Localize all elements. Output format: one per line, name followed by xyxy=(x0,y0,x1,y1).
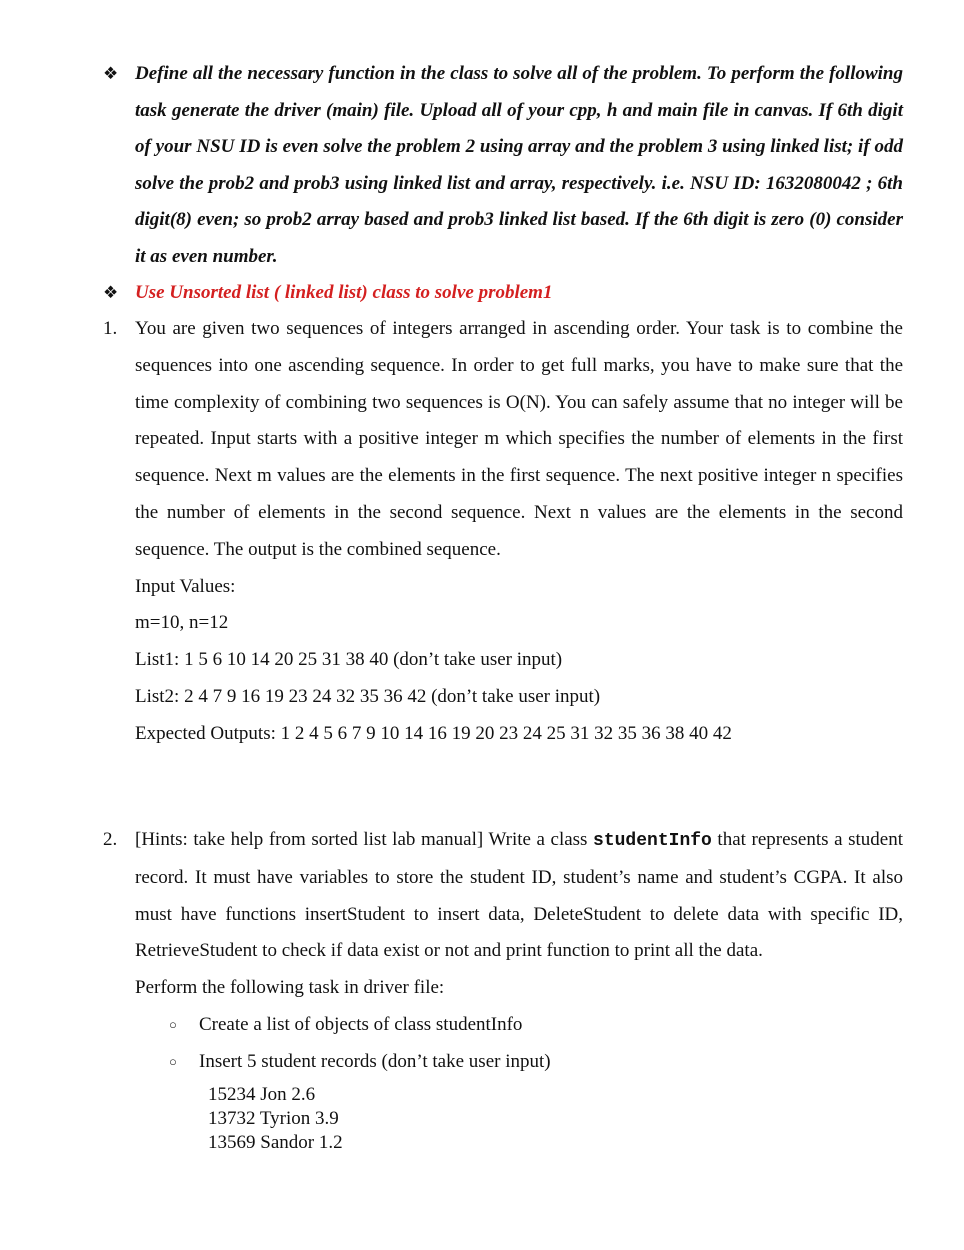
student-records xyxy=(208,1083,903,1155)
input-values-label: Input Values: xyxy=(135,575,236,597)
instruction-text-2: Use Unsorted list ( linked list) class to solve problem1 xyxy=(135,282,553,303)
instruction-bullet-1 xyxy=(103,56,903,275)
class-name-code: studentInfo xyxy=(593,831,712,851)
circle-bullet-icon: ○ xyxy=(169,1016,177,1032)
task-text: Create a list of objects of class studentInfo xyxy=(199,1013,523,1035)
list2-values: List2: 2 4 7 9 16 19 23 24 32 35 36 42 (don’t take user input) xyxy=(135,685,601,707)
problem-1 xyxy=(103,311,903,753)
task-item xyxy=(169,1044,903,1081)
problem-2-text-start: [Hints: take help from sorted list lab manual] Write a class xyxy=(135,829,594,850)
problem-number: 1. xyxy=(103,318,118,339)
problem-number: 2. xyxy=(103,829,118,850)
input-sizes: m=10, n=12 xyxy=(135,612,229,634)
student-record: 13732 Tyrion 3.9 xyxy=(208,1107,339,1129)
diamond-bullet-icon: ❖ xyxy=(103,64,119,83)
task-text: Insert 5 student records (don’t take user input) xyxy=(199,1050,551,1072)
driver-task-label: Perform the following task in driver file: xyxy=(135,977,445,999)
student-record: 15234 Jon 2.6 xyxy=(208,1083,316,1105)
task-item xyxy=(169,1007,903,1044)
diamond-bullet-icon: ❖ xyxy=(103,283,119,302)
student-record: 13569 Sandor 1.2 xyxy=(208,1131,343,1153)
instruction-text-1: Define all the necessary function in the class to solve all of the problem. To perform the following task generate the driver (main) file. Upload all of your cpp, h and main file in canvas. If 6th digit of your NSU ID is even solve the problem 2 using array and the problem 3 using linked list; if odd solve the prob2 and prob3 using linked list and array, respectively. i.e. NSU ID: 1632080042 ; 6th digit(8) even; so prob2 array based and prob3 linked list based. If the 6th digit is zero (0) consider it as even number. xyxy=(135,63,903,267)
problem-2 xyxy=(103,822,903,1155)
problem-2-description xyxy=(135,822,903,970)
list1-values: List1: 1 5 6 10 14 20 25 31 38 40 (don’t take user input) xyxy=(135,649,563,671)
problem-1-description: You are given two sequences of integers arranged in ascending order. Your task is to combine the sequences into one ascending sequence. In order to get full marks, you have to make sure that the time complexity of combining two sequences is O(N). You can safely assume that no integer will be repeated. Input starts with a positive integer m which specifies the number of elements in the first sequence. Next m values are the elements in the first sequence. The next positive integer n specifies the number of elements in the second sequence. Next n values are the elements in the second sequence. The output is the combined sequence. xyxy=(135,318,903,560)
circle-bullet-icon: ○ xyxy=(169,1053,177,1069)
instruction-bullet-2 xyxy=(103,275,903,312)
problem-2-text-end: that represents a student record. It must have variables to store the student ID, student’s name and student’s CGPA. It also must have functions insertStudent to insert data, DeleteStudent to delete data with specific ID, RetrieveStudent to check if data exist or not and print function to print all the data. xyxy=(135,829,903,962)
expected-output: Expected Outputs: 1 2 4 5 6 7 9 10 14 16 19 20 23 24 25 31 32 35 36 38 40 42 xyxy=(135,722,732,744)
